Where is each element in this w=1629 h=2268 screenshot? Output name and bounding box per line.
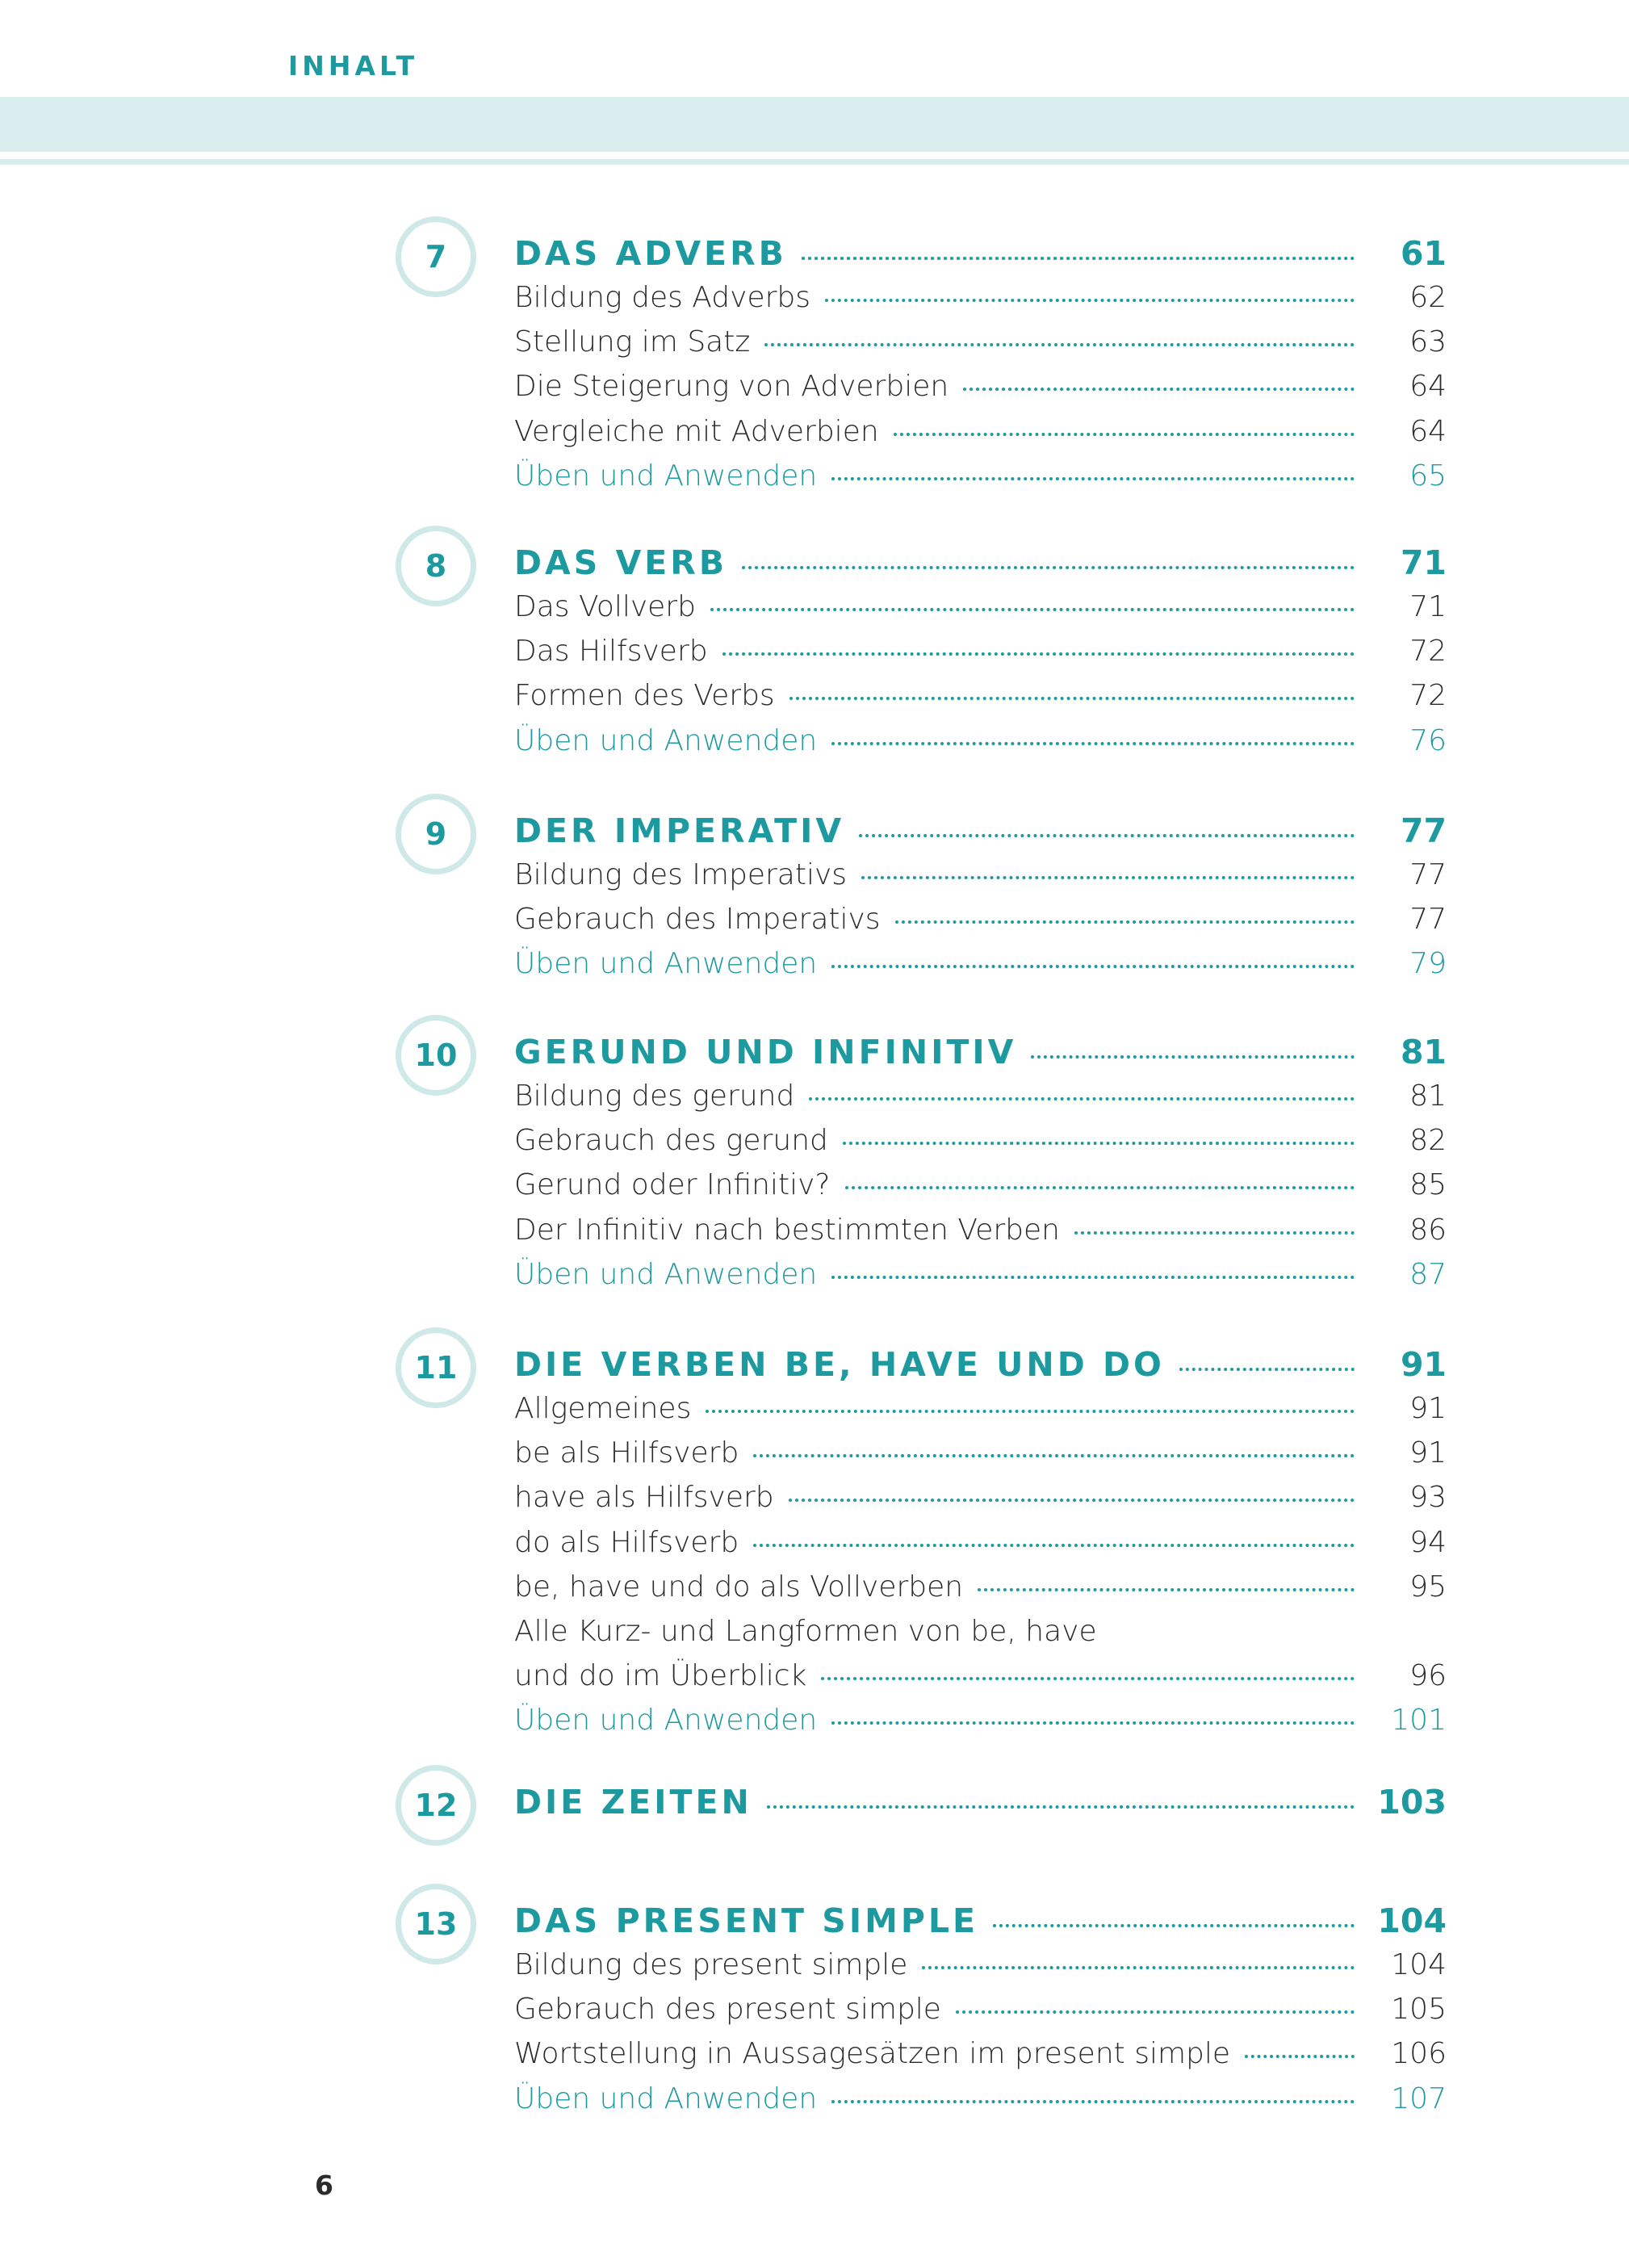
entry-label: Gebrauch des Imperativs bbox=[514, 903, 881, 937]
dot-leader bbox=[861, 876, 1355, 879]
entry-page-number: 106 bbox=[1391, 2037, 1447, 2071]
dot-leader bbox=[843, 1142, 1355, 1145]
chapter-title: DAS ADVERB bbox=[514, 234, 787, 273]
toc-entry[interactable] bbox=[514, 590, 1447, 635]
dot-leader bbox=[764, 343, 1355, 346]
entry-page-number: 85 bbox=[1409, 1168, 1447, 1202]
toc-entry[interactable] bbox=[514, 1168, 1447, 1214]
entry-label: Üben und Anwenden bbox=[514, 1704, 818, 1738]
entry-label: Stellung im Satz bbox=[514, 325, 751, 359]
entry-label: Bildung des Imperativs bbox=[514, 858, 848, 891]
dot-leader bbox=[831, 965, 1355, 968]
entry-page-number: 62 bbox=[1409, 281, 1447, 314]
chapter-page-number: 91 bbox=[1400, 1345, 1447, 1384]
dot-leader bbox=[956, 2010, 1355, 2014]
chapter-title-row[interactable] bbox=[514, 1901, 1447, 1947]
entry-page-number: 86 bbox=[1409, 1213, 1447, 1247]
entry-label: Alle Kurz- und Langformen von be, have bbox=[514, 1615, 1097, 1648]
toc-entry[interactable] bbox=[514, 1659, 1447, 1704]
dot-leader bbox=[831, 477, 1355, 480]
dot-leader bbox=[706, 1410, 1355, 1413]
chapter-number-badge: 13 bbox=[396, 1884, 476, 1964]
toc-entry[interactable] bbox=[514, 635, 1447, 680]
chapter-title-row[interactable] bbox=[514, 543, 1447, 589]
entry-label: Das Vollverb bbox=[514, 590, 696, 623]
entry-page-number: 77 bbox=[1409, 858, 1447, 891]
dot-leader bbox=[831, 1276, 1355, 1279]
exercise-entry[interactable] bbox=[514, 724, 1447, 769]
entry-page-number: 91 bbox=[1409, 1436, 1447, 1470]
entry-page-number: 64 bbox=[1409, 414, 1447, 448]
dot-leader bbox=[722, 652, 1355, 656]
entry-label: Bildung des Adverbs bbox=[514, 281, 811, 314]
chapter-page-number: 104 bbox=[1377, 1901, 1447, 1940]
dot-leader bbox=[1031, 1055, 1355, 1059]
chapter-number-badge: 11 bbox=[396, 1327, 476, 1408]
entry-label: be als Hilfsverb bbox=[514, 1436, 739, 1470]
entry-page-number: 82 bbox=[1409, 1124, 1447, 1158]
entry-page-number: 93 bbox=[1409, 1481, 1447, 1515]
entry-page-number: 104 bbox=[1391, 1948, 1447, 1981]
toc-entry[interactable] bbox=[514, 370, 1447, 415]
dot-leader bbox=[895, 920, 1355, 924]
entry-label: Bildung des present simple bbox=[514, 1948, 908, 1981]
toc-entry[interactable] bbox=[514, 903, 1447, 948]
dot-leader bbox=[1074, 1231, 1355, 1235]
toc-entry[interactable] bbox=[514, 1615, 1447, 1660]
entry-page-number: 72 bbox=[1409, 679, 1447, 713]
chapter-title: DAS VERB bbox=[514, 543, 728, 582]
entry-page-number: 72 bbox=[1409, 635, 1447, 669]
entry-page-number: 94 bbox=[1409, 1525, 1447, 1559]
dot-leader bbox=[859, 834, 1355, 837]
chapter-page-number: 61 bbox=[1400, 234, 1447, 273]
chapter-title-row[interactable] bbox=[514, 1033, 1447, 1078]
chapter-title: DER IMPERATIV bbox=[514, 811, 845, 850]
chapter-title: GERUND UND INFINITIV bbox=[514, 1033, 1017, 1071]
entry-label: Üben und Anwenden bbox=[514, 459, 818, 493]
toc-entry[interactable] bbox=[514, 325, 1447, 371]
entry-page-number: 77 bbox=[1409, 903, 1447, 937]
dot-leader bbox=[978, 1588, 1355, 1591]
entry-label: Gebrauch des present simple bbox=[514, 1993, 941, 2027]
entry-page-number: 65 bbox=[1409, 459, 1447, 493]
exercise-entry[interactable] bbox=[514, 2082, 1447, 2128]
chapter-page-number: 81 bbox=[1400, 1033, 1447, 1071]
chapter-title: DIE VERBEN BE, HAVE UND DO bbox=[514, 1345, 1165, 1384]
chapter-number-badge: 9 bbox=[396, 794, 476, 874]
entry-label: Vergleiche mit Adverbien bbox=[514, 414, 879, 448]
entry-label: Üben und Anwenden bbox=[514, 2081, 818, 2115]
chapter-title-row[interactable] bbox=[514, 1783, 1447, 1828]
toc-entry[interactable] bbox=[514, 1948, 1447, 1993]
dot-leader bbox=[753, 1454, 1355, 1457]
section-header-label: INHALT bbox=[288, 50, 419, 82]
chapter-number-badge: 12 bbox=[396, 1765, 476, 1846]
entry-label: Der Infinitiv nach bestimmten Verben bbox=[514, 1213, 1060, 1247]
entry-label: Üben und Anwenden bbox=[514, 1257, 818, 1291]
dot-leader bbox=[789, 697, 1355, 700]
entry-page-number: 101 bbox=[1391, 1704, 1447, 1738]
entry-label: Formen des Verbs bbox=[514, 679, 775, 713]
entry-page-number: 76 bbox=[1409, 723, 1447, 757]
dot-leader bbox=[789, 1499, 1355, 1502]
entry-label: have als Hilfsverb bbox=[514, 1481, 774, 1515]
toc-entry[interactable] bbox=[514, 1080, 1447, 1125]
dot-leader bbox=[963, 388, 1355, 391]
entry-page-number: 95 bbox=[1409, 1570, 1447, 1604]
entry-page-number: 79 bbox=[1409, 947, 1447, 981]
toc-entry[interactable] bbox=[514, 415, 1447, 460]
dot-leader bbox=[710, 608, 1355, 611]
entry-label: Üben und Anwenden bbox=[514, 723, 818, 757]
chapter-title: DAS PRESENT SIMPLE bbox=[514, 1901, 979, 1940]
chapter-title-row[interactable] bbox=[514, 234, 1447, 279]
exercise-entry[interactable] bbox=[514, 459, 1447, 505]
dot-leader bbox=[894, 433, 1355, 436]
chapter-page-number: 77 bbox=[1400, 811, 1447, 850]
exercise-entry[interactable] bbox=[514, 1258, 1447, 1303]
dot-leader bbox=[825, 299, 1355, 302]
dot-leader bbox=[1245, 2055, 1355, 2058]
dot-leader bbox=[1179, 1368, 1355, 1371]
entry-label: und do im Überblick bbox=[514, 1659, 807, 1693]
entry-page-number: 81 bbox=[1409, 1080, 1447, 1113]
entry-label: Allgemeines bbox=[514, 1392, 692, 1425]
toc-entry[interactable] bbox=[514, 1526, 1447, 1571]
entry-page-number: 63 bbox=[1409, 325, 1447, 359]
dot-leader bbox=[767, 1805, 1355, 1809]
dot-leader bbox=[831, 2100, 1355, 2103]
toc-entry[interactable] bbox=[514, 1481, 1447, 1526]
chapter-title-row[interactable] bbox=[514, 1345, 1447, 1390]
entry-label: Üben und Anwenden bbox=[514, 947, 818, 981]
toc-entry[interactable] bbox=[514, 1993, 1447, 2038]
dot-leader bbox=[831, 1721, 1355, 1725]
entry-label: be, have und do als Vollverben bbox=[514, 1570, 964, 1604]
chapter-page-number: 71 bbox=[1400, 543, 1447, 582]
toc-entry[interactable] bbox=[514, 2037, 1447, 2082]
entry-page-number: 107 bbox=[1391, 2081, 1447, 2115]
entry-label: do als Hilfsverb bbox=[514, 1525, 739, 1559]
dot-leader bbox=[809, 1097, 1355, 1100]
chapter-title: DIE ZEITEN bbox=[514, 1783, 752, 1822]
entry-page-number: 91 bbox=[1409, 1392, 1447, 1425]
entry-label: Die Steigerung von Adverbien bbox=[514, 370, 949, 404]
chapter-number-badge: 10 bbox=[396, 1015, 476, 1096]
toc-entry[interactable] bbox=[514, 1124, 1447, 1169]
dot-leader bbox=[845, 1186, 1355, 1189]
dot-leader bbox=[831, 742, 1355, 745]
dot-leader bbox=[821, 1677, 1355, 1680]
chapter-page-number: 103 bbox=[1377, 1783, 1447, 1822]
entry-page-number: 105 bbox=[1391, 1993, 1447, 2027]
dot-leader bbox=[753, 1544, 1355, 1547]
toc-entry[interactable] bbox=[514, 281, 1447, 326]
entry-label: Gerund oder Infinitiv? bbox=[514, 1168, 831, 1202]
entry-label: Gebrauch des gerund bbox=[514, 1124, 828, 1158]
dot-leader bbox=[802, 257, 1355, 260]
exercise-entry[interactable] bbox=[514, 947, 1447, 992]
toc-entry[interactable] bbox=[514, 1392, 1447, 1437]
entry-page-number: 71 bbox=[1409, 590, 1447, 623]
entry-page-number: 64 bbox=[1409, 370, 1447, 404]
entry-page-number: 87 bbox=[1409, 1257, 1447, 1291]
chapter-number-badge: 7 bbox=[396, 216, 476, 297]
dot-leader bbox=[922, 1966, 1355, 1969]
entry-label: Wortstellung in Aussagesätzen im present simple bbox=[514, 2037, 1231, 2071]
exercise-entry[interactable] bbox=[514, 1704, 1447, 1749]
dot-leader bbox=[993, 1924, 1355, 1927]
toc-entry[interactable] bbox=[514, 1570, 1447, 1616]
toc-entry[interactable] bbox=[514, 1436, 1447, 1482]
dot-leader bbox=[742, 566, 1355, 569]
entry-label: Bildung des gerund bbox=[514, 1080, 795, 1113]
toc-entry[interactable] bbox=[514, 679, 1447, 724]
chapter-number-badge: 8 bbox=[396, 526, 476, 606]
chapter-title-row[interactable] bbox=[514, 811, 1447, 857]
entry-page-number: 96 bbox=[1409, 1659, 1447, 1693]
toc-entry[interactable] bbox=[514, 1214, 1447, 1259]
page-number: 6 bbox=[315, 2169, 333, 2201]
toc-entry[interactable] bbox=[514, 858, 1447, 903]
entry-label: Das Hilfsverb bbox=[514, 635, 708, 669]
